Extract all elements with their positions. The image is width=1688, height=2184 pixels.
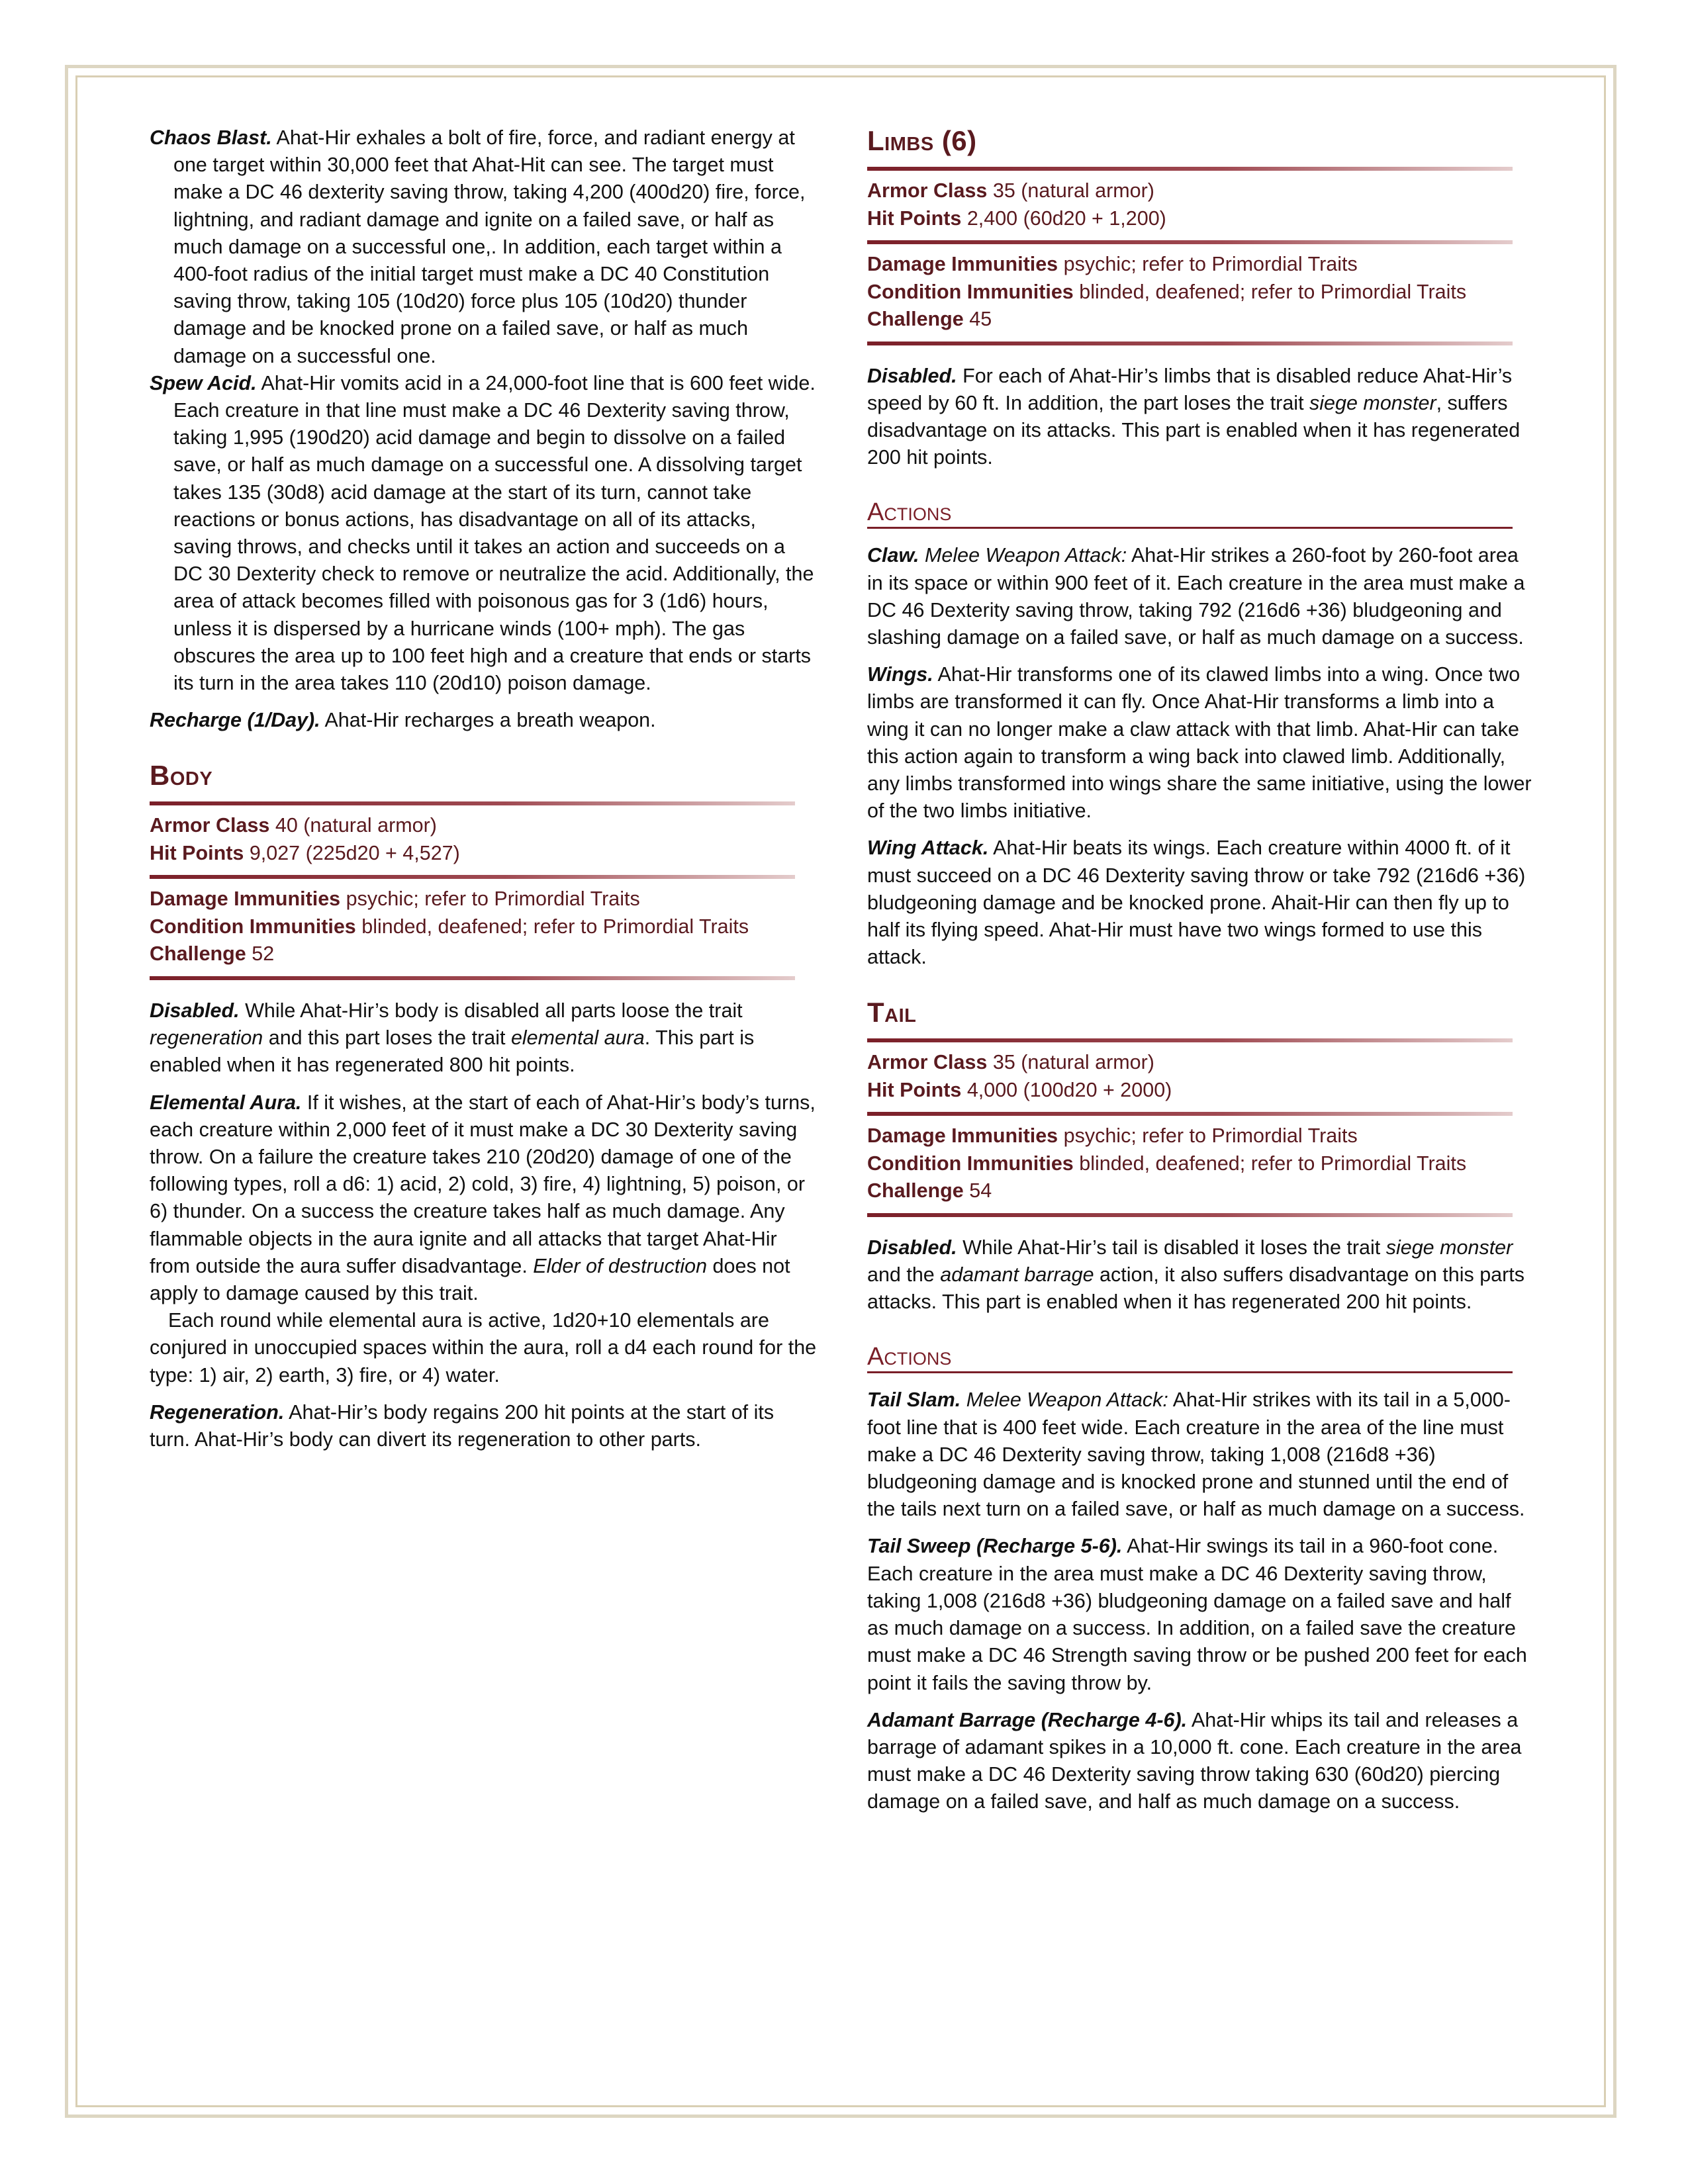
tail-disabled-text-2: and the xyxy=(867,1263,941,1287)
body-disabled-entry xyxy=(150,997,820,1079)
tail-actions-title: Actions xyxy=(867,1342,1513,1373)
spew-acid-entry xyxy=(150,370,820,697)
limbs-disabled-name: Disabled. xyxy=(867,364,957,387)
regeneration-name: Regeneration. xyxy=(150,1400,285,1424)
body-ac-label: Armor Class xyxy=(150,814,270,837)
body-ci-label: Condition Immunities xyxy=(150,915,356,938)
tail-disabled-italic-2: adamant barrage xyxy=(940,1263,1094,1287)
claw-name: Claw. xyxy=(867,544,919,567)
body-ac-value: 40 (natural armor) xyxy=(269,814,437,837)
limbs-title-rule xyxy=(867,167,1513,171)
body-ci-value: blinded, deafened; refer to Primordial Traits xyxy=(355,915,749,938)
wings-name: Wings. xyxy=(867,663,933,686)
recharge-entry xyxy=(150,707,820,734)
recharge-text: Ahat-Hir recharges a breath weapon. xyxy=(320,709,656,732)
tail-ci-value: blinded, deafened; refer to Primordial Traits xyxy=(1073,1152,1467,1175)
tail-ac-value: 35 (natural armor) xyxy=(987,1051,1154,1074)
adamant-barrage-text: Ahat-Hir whips its tail and releases a barrage of adamant spikes in a 10,000 ft. cone. Each creature in the area must make a DC 46 Dexterity saving throw taking 630 (60d20) piercing damage on a failed save, and half as much damage on a success. xyxy=(867,1708,1522,1813)
body-stats-rule-1 xyxy=(150,875,795,879)
tail-slam-entry xyxy=(867,1387,1536,1523)
claw-entry xyxy=(867,542,1536,651)
tail-disabled-name: Disabled. xyxy=(867,1236,957,1259)
limbs-disabled-italic: siege monster xyxy=(1309,391,1436,414)
tail-slam-attack-type: Melee Weapon Attack: xyxy=(961,1388,1168,1412)
body-ch-label: Challenge xyxy=(150,942,246,966)
chaos-blast-entry xyxy=(150,124,820,370)
limbs-disabled-text-2: , suffers disadvantage on its attacks. This part is enabled when it has regenerated 200 hit points. xyxy=(867,391,1521,469)
tail-disabled-text-3: action, it also suffers disadvantage on this parts attacks. This part is enabled when it has regenerated 200 hit points. xyxy=(867,1263,1525,1314)
body-title-rule xyxy=(150,801,795,805)
limbs-stats-rule-1 xyxy=(867,240,1513,244)
wings-text: Ahat-Hir transforms one of its clawed limbs into a wing. Once two limbs are transformed it can fly. Once Ahat-Hir transforms a limb into a wing it can no longer make a claw attack with that limb. Ahat-Hir can take this action again to transform a wing back into clawed limb. Additionally, any limbs transformed into wings share the same initiative, using the lower of the two limbs initiative. xyxy=(867,663,1532,823)
tail-stats-rule-1 xyxy=(867,1112,1513,1116)
body-disabled-text-3: . This part is enabled when it has regenerated 800 hit points. xyxy=(150,1026,755,1077)
limbs-ci-label: Condition Immunities xyxy=(867,280,1074,303)
tail-hp-label: Hit Points xyxy=(867,1078,962,1101)
body-hp-label: Hit Points xyxy=(150,841,244,864)
body-disabled-italic-2: elemental aura xyxy=(510,1026,645,1050)
tail-disabled-text-1: While Ahat-Hir’s tail is disabled it loses the trait xyxy=(957,1236,1386,1259)
right-column xyxy=(867,124,1536,1826)
spew-acid-text: Ahat-Hir vomits acid in a 24,000-foot line that is 600 feet wide. Each creature in that line must make a DC 46 Dexterity saving throw, taking 1,995 (190d20) acid damage and begin to dissolve on a failed save, or half as much damage on a successful one. A dissolving target takes 135 (30d8) acid damage at the start of its turn, cannot take reactions or bonus actions, has disadvantage on all of its attacks, saving throws, and checks until it takes an action and succeeds on a DC 30 Dexterity check to remove or neutralize the acid. Additionally, the area of attack becomes filled with poisonous gas for 3 (1d6) hours, unless it is dispersed by a hurricane winds (100+ mph). The gas obscures the area up to 100 feet high and a creature that ends or starts its turn in the area takes 110 (20d10) poison damage. xyxy=(173,371,816,695)
body-disabled-italic-1: regeneration xyxy=(150,1026,263,1050)
tail-ch-value: 54 xyxy=(963,1179,992,1203)
spew-acid-name: Spew Acid. xyxy=(150,371,257,394)
limbs-stats-2 xyxy=(867,251,1536,334)
elemental-aura-text-1: If it wishes, at the start of each of Ahat-Hir’s body’s turns, each creature within 2,000 feet of it must make a DC 30 Dexterity saving throw. On a failure the creature takes 210 (20d20) damage of one of the following types, roll a d6: 1) acid, 2) cold, 3) fire, 4) lightning, 5) poison, or 6) thunder. On a success the creature takes half as much damage. Any flammable objects in the aura ignite and all attacks that target Ahat-Hir from outside the aura suffer disadvantage. xyxy=(150,1091,816,1277)
body-hp-value: 9,027 (225d20 + 4,527) xyxy=(244,841,460,864)
body-stats-rule-2 xyxy=(150,976,795,980)
limbs-ch-value: 45 xyxy=(963,308,992,330)
tail-disabled-entry xyxy=(867,1234,1536,1316)
elemental-aura-name: Elemental Aura. xyxy=(150,1091,302,1114)
body-di-value: psychic; refer to Primordial Traits xyxy=(340,887,640,911)
body-disabled-text-1: While Ahat-Hir’s body is disabled all parts loose the trait xyxy=(239,999,743,1022)
tail-ac-label: Armor Class xyxy=(867,1051,988,1074)
limbs-stats-1 xyxy=(867,177,1536,232)
elemental-aura-italic: Elder of destruction xyxy=(533,1254,708,1277)
regeneration-text: Ahat-Hir’s body regains 200 hit points at the start of its turn. Ahat-Hir’s body can divert its regeneration to other parts. xyxy=(150,1400,774,1451)
limbs-disabled-entry xyxy=(867,363,1536,472)
limbs-di-label: Damage Immunities xyxy=(867,253,1058,275)
limbs-hp-value: 2,400 (60d20 + 1,200) xyxy=(961,206,1166,230)
wing-attack-text: Ahat-Hir beats its wings. Each creature within 4000 ft. of it must succeed on a DC 46 Dexterity saving throw or take 792 (216d6 +36) bludgeoning damage and be knocked prone. Ahait-Hir can then fly up to half its flying speed. Ahat-Hir must have two wings formed to use this attack. xyxy=(867,837,1526,969)
wing-attack-entry xyxy=(867,835,1536,971)
chaos-blast-name: Chaos Blast. xyxy=(150,126,272,149)
adamant-barrage-entry xyxy=(867,1707,1536,1816)
elemental-aura-entry xyxy=(150,1089,820,1308)
tail-stats-2 xyxy=(867,1122,1536,1205)
regeneration-entry xyxy=(150,1399,820,1453)
limbs-actions-title: Actions xyxy=(867,498,1513,529)
limbs-ac-value: 35 (natural armor) xyxy=(987,179,1154,202)
tail-stats-rule-2 xyxy=(867,1213,1513,1217)
body-disabled-name: Disabled. xyxy=(150,999,240,1022)
tail-ch-label: Challenge xyxy=(867,1179,964,1203)
limbs-ac-label: Armor Class xyxy=(867,179,988,202)
body-stats-2 xyxy=(150,886,820,968)
body-di-label: Damage Immunities xyxy=(150,887,341,911)
elemental-aura-paragraph-2: Each round while elemental aura is active, 1d20+10 elementals are conjured in unoccupied spaces within the aura, roll a d4 each round for the type: 1) air, 2) earth, 3) fire, or 4) water. xyxy=(150,1309,817,1387)
claw-text: Ahat-Hir strikes a 260-foot by 260-foot area in its space or within 900 feet of it. Each creature in the area must make a DC 46 Dexterity saving throw, taking 792 (216d6 +36) bludgeoning and slashing damage on a failed save, or half as much damage on a success. xyxy=(867,544,1525,649)
limbs-ch-label: Challenge xyxy=(867,308,964,330)
tail-sweep-entry xyxy=(867,1533,1536,1696)
body-stats-1 xyxy=(150,812,820,867)
left-column xyxy=(150,124,820,1463)
tail-title-rule xyxy=(867,1038,1513,1042)
tail-title: Tail xyxy=(867,997,917,1028)
body-title: Body xyxy=(150,760,213,792)
wing-attack-name: Wing Attack. xyxy=(867,837,989,860)
tail-hp-value: 4,000 (100d20 + 2000) xyxy=(961,1078,1172,1101)
adamant-barrage-name: Adamant Barrage (Recharge 4-6). xyxy=(867,1708,1188,1731)
limbs-title: Limbs (6) xyxy=(867,125,977,156)
tail-slam-name: Tail Slam. xyxy=(867,1388,961,1412)
body-ch-value: 52 xyxy=(246,942,275,966)
tail-sweep-name: Tail Sweep (Recharge 5-6). xyxy=(867,1535,1123,1558)
recharge-name: Recharge (1/Day). xyxy=(150,709,320,732)
tail-stats-1 xyxy=(867,1049,1536,1104)
limbs-hp-label: Hit Points xyxy=(867,206,962,230)
limbs-di-value: psychic; refer to Primordial Traits xyxy=(1058,253,1358,275)
limbs-ci-value: blinded, deafened; refer to Primordial Traits xyxy=(1073,280,1467,303)
claw-attack-type: Melee Weapon Attack: xyxy=(919,544,1127,567)
tail-sweep-text: Ahat-Hir swings its tail in a 960-foot cone. Each creature in the area must make a DC 46 Dexterity saving throw, taking 1,008 (216d8 +36) bludgeoning damage on a failed save and half as much damage on a success. In addition, on a failed save the creature must make a DC 46 Strength saving throw or be pushed 200 feet for each point it fails the saving throw by. xyxy=(867,1535,1527,1694)
tail-ci-label: Condition Immunities xyxy=(867,1152,1074,1175)
limbs-disabled-text-1: For each of Ahat-Hir’s limbs that is disabled reduce Ahat-Hir’s speed by 60 ft. In addition, the part loses the trait xyxy=(867,364,1513,414)
limbs-stats-rule-2 xyxy=(867,341,1513,345)
tail-disabled-italic-1: siege monster xyxy=(1385,1236,1513,1259)
elemental-aura-text-2: does not apply to damage caused by this trait. xyxy=(150,1254,790,1304)
tail-di-label: Damage Immunities xyxy=(867,1124,1058,1148)
chaos-blast-text: Ahat-Hir exhales a bolt of fire, force, and radiant energy at one target within 30,000 feet that Ahat-Hit can see. The target must make a DC 46 dexterity saving throw, taking 4,200 (400d20) fire, force, lightning, and radiant damage and ignite on a failed save, or half as much damage on a successful one,. In addition, each target within a 400-foot radius of the initial target must make a DC 40 Constitution saving throw, taking 105 (10d20) force plus 105 (10d20) thunder damage and be knocked prone on a failed save, or half as much damage on a successful one. xyxy=(173,126,806,367)
tail-slam-text: Ahat-Hir strikes with its tail in a 5,000-foot line that is 400 feet wide. Each creature in the area of the line must make a DC 46 Dexterity saving throw, taking 1,008 (216d8 +36) bludgeoning damage and is knocked prone and stunned until the end of the tails next turn on a failed save, or half as much damage on a success. xyxy=(867,1388,1525,1521)
wings-entry xyxy=(867,661,1536,825)
body-disabled-text-2: and this part loses the trait xyxy=(263,1026,511,1050)
tail-di-value: psychic; refer to Primordial Traits xyxy=(1058,1124,1358,1148)
